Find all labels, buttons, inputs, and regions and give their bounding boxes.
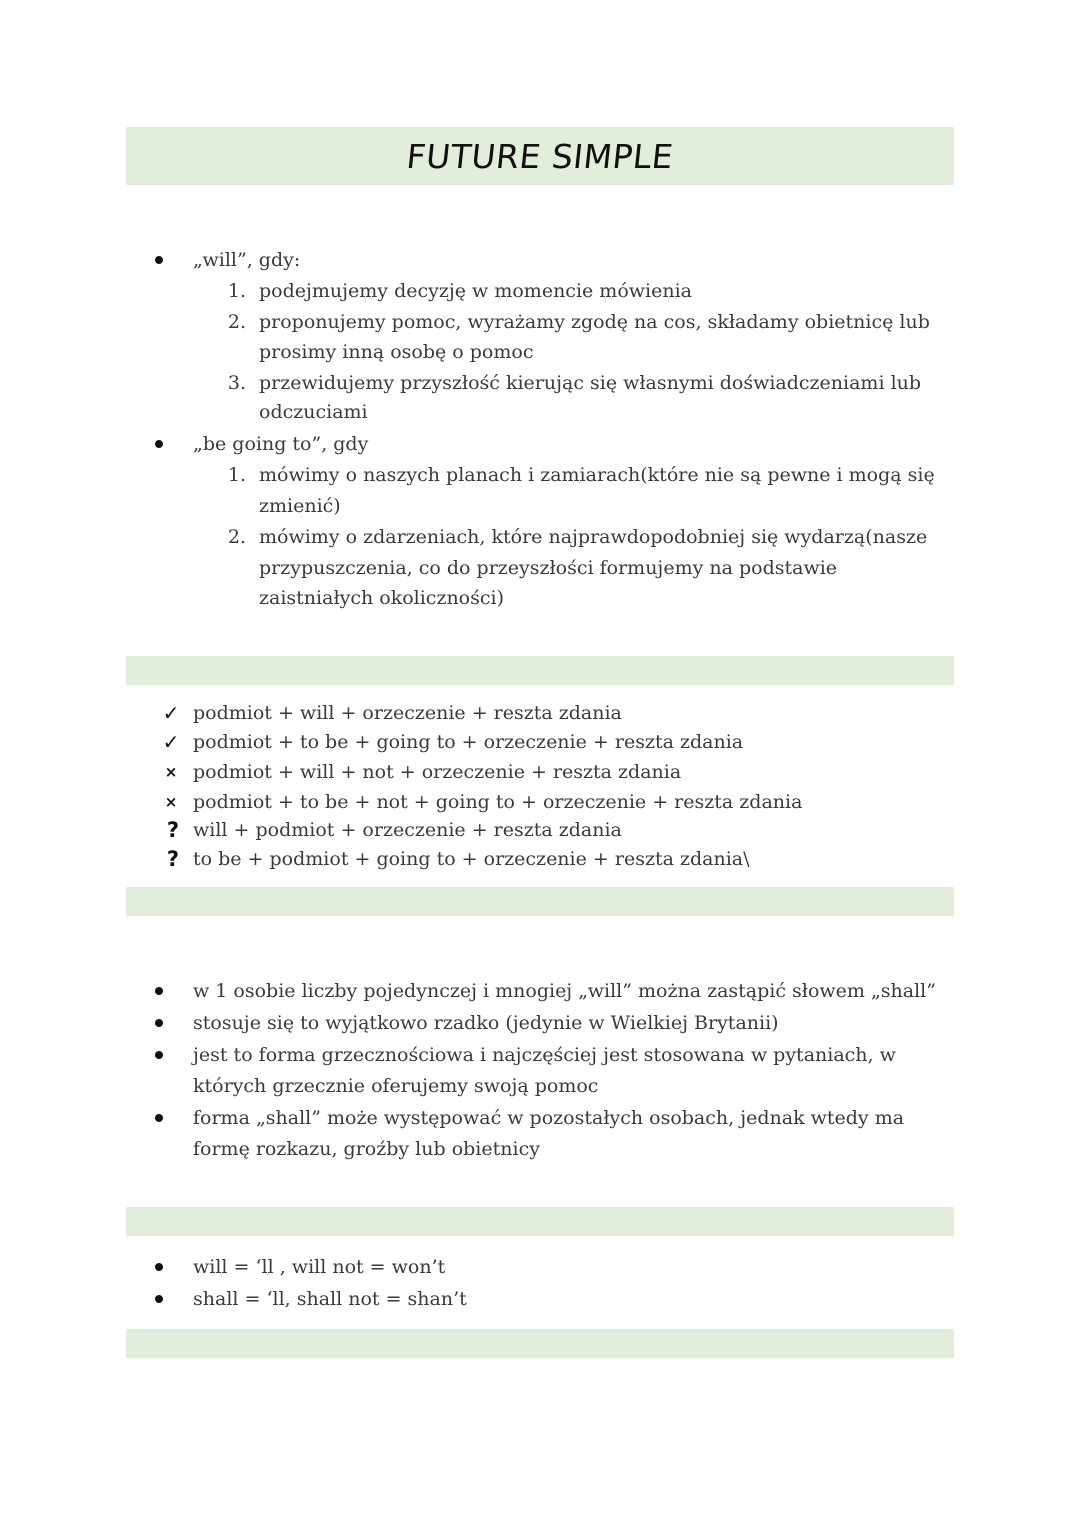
section-divider bbox=[126, 1207, 954, 1236]
going-item-1-line-1: mówimy o naszych planach i zamiarach(które nie są pewne i mogą się bbox=[259, 464, 935, 486]
form-question-going-to: to be + podmiot + going to + orzeczenie + reszta zdania\ bbox=[193, 848, 750, 870]
contraction-shall: shall = ‘ll, shall not = shan’t bbox=[193, 1288, 467, 1310]
section-divider bbox=[126, 1329, 954, 1358]
will-item-2-line-1: proponujemy pomoc, wyrażamy zgodę na cos, składamy obietnicę lub bbox=[259, 311, 930, 333]
bullet bbox=[155, 1114, 163, 1122]
cross-icon: × bbox=[164, 763, 178, 781]
shall-note-2: stosuje się to wyjątkowo rzadko (jedynie w Wielkiej Brytanii) bbox=[193, 1012, 779, 1034]
check-icon: ✓ bbox=[162, 701, 180, 725]
section-divider bbox=[126, 656, 954, 685]
bullet bbox=[155, 1295, 163, 1303]
title-band bbox=[126, 127, 954, 185]
going-to-heading: „be going to”, gdy bbox=[193, 433, 369, 455]
will-heading: „will”, gdy: bbox=[193, 249, 301, 271]
going-item-2-line-2: przypuszczenia, co do przeyszłości formujemy na podstawie bbox=[259, 557, 838, 579]
shall-note-1: w 1 osobie liczby pojedynczej i mnogiej „will” można zastąpić słowem „shall” bbox=[193, 980, 936, 1002]
contraction-will: will = ‘ll , will not = won’t bbox=[193, 1256, 446, 1278]
shall-note-4-line-1: forma „shall” może występować w pozostałych osobach, jednak wtedy ma bbox=[193, 1107, 905, 1129]
going-item-number: 2. bbox=[227, 526, 246, 548]
bullet bbox=[155, 987, 163, 995]
section-divider bbox=[126, 887, 954, 916]
form-affirmative-will: podmiot + will + orzeczenie + reszta zdania bbox=[193, 702, 622, 724]
question-mark-icon: ? bbox=[166, 818, 180, 842]
will-item-number: 3. bbox=[227, 372, 246, 394]
bullet-will bbox=[155, 256, 163, 264]
going-item-1-line-2: zmienić) bbox=[259, 495, 341, 517]
form-question-will: will + podmiot + orzeczenie + reszta zdania bbox=[193, 819, 622, 841]
bullet bbox=[155, 1051, 163, 1059]
shall-note-3-line-1: jest to forma grzecznościowa i najczęściej jest stosowana w pytaniach, w bbox=[193, 1044, 896, 1066]
check-icon: ✓ bbox=[162, 730, 180, 754]
question-mark-icon: ? bbox=[166, 847, 180, 871]
going-item-2-line-3: zaistniałych okoliczności) bbox=[259, 587, 505, 609]
bullet-going-to bbox=[155, 440, 163, 448]
going-item-2-line-1: mówimy o zdarzeniach, które najprawdopodobniej się wydarzą(nasze bbox=[259, 526, 928, 548]
will-item-1-line-1: podejmujemy decyzję w momencie mówienia bbox=[259, 280, 692, 302]
shall-note-3-line-2: których grzecznie oferujemy swoją pomoc bbox=[193, 1075, 599, 1097]
bullet bbox=[155, 1263, 163, 1271]
will-item-2-line-2: prosimy inną osobę o pomoc bbox=[259, 341, 534, 363]
cross-icon: × bbox=[164, 793, 178, 811]
page-title: FUTURE SIMPLE bbox=[404, 136, 676, 176]
will-item-3-line-2: odczuciami bbox=[259, 401, 368, 423]
form-negative-will: podmiot + will + not + orzeczenie + reszta zdania bbox=[193, 761, 682, 783]
will-item-number: 1. bbox=[227, 280, 246, 302]
shall-note-4-line-2: formę rozkazu, groźby lub obietnicy bbox=[193, 1138, 540, 1160]
will-item-number: 2. bbox=[227, 311, 246, 333]
bullet bbox=[155, 1019, 163, 1027]
form-affirmative-going-to: podmiot + to be + going to + orzeczenie + reszta zdania bbox=[193, 731, 744, 753]
form-negative-going-to: podmiot + to be + not + going to + orzeczenie + reszta zdania bbox=[193, 791, 803, 813]
going-item-number: 1. bbox=[227, 464, 246, 486]
will-item-3-line-1: przewidujemy przyszłość kierując się własnymi doświadczeniami lub bbox=[259, 372, 922, 394]
